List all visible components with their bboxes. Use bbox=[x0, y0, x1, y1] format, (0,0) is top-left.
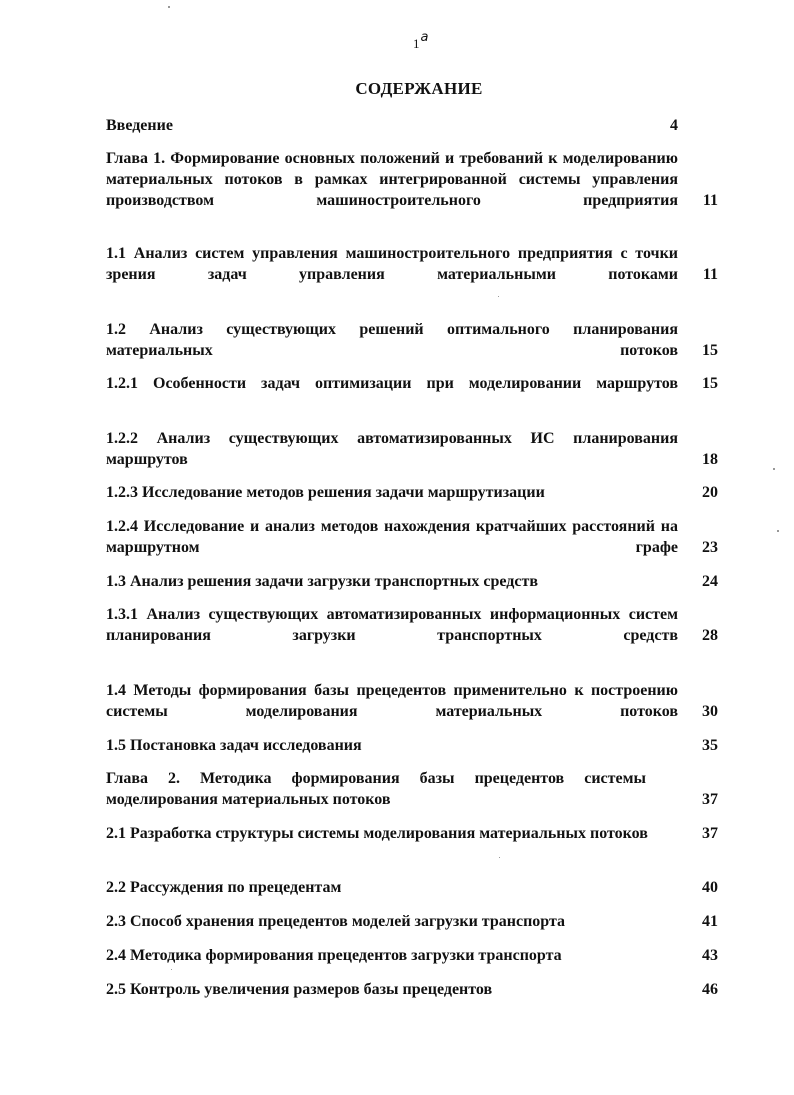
toc-entry-page: 28 bbox=[702, 627, 718, 644]
toc-entry-page: 40 bbox=[702, 879, 718, 896]
toc-entry-page: 35 bbox=[702, 737, 718, 754]
toc-entry-page: 41 bbox=[702, 913, 718, 930]
toc-entry-title: 1.2.1 Особенности задач оптимизации при моделировании маршрутов bbox=[106, 375, 678, 392]
scan-speck bbox=[777, 530, 779, 532]
toc-entry-title: Глава 1. Формирование основных положений и требований к моделированию материальных потоков в рамках интегрированной системы управления производством машиностроительного предприятия bbox=[106, 150, 678, 209]
scan-speck bbox=[498, 296, 499, 297]
toc-entry bbox=[106, 604, 718, 646]
toc-entry-page: 11 bbox=[702, 192, 718, 209]
toc-entry-title: Глава 2. Методика формирования базы прецедентов системы моделирования материальных потоков bbox=[106, 770, 646, 808]
toc-entry-page: 30 bbox=[702, 703, 718, 720]
toc-entry-page: 11 bbox=[702, 266, 718, 283]
toc-entry-title: 2.4 Методика формирования прецедентов загрузки транспорта bbox=[106, 947, 562, 964]
toc-entry-title: 1.4 Методы формирования базы прецедентов применительно к построению системы моделирования материальных потоков bbox=[106, 682, 678, 720]
toc-entry bbox=[106, 428, 718, 470]
toc-entry bbox=[106, 115, 678, 136]
toc-entry-page: 37 bbox=[702, 825, 718, 842]
toc-entry-page: 46 bbox=[702, 981, 718, 998]
page-number bbox=[413, 30, 429, 52]
toc-entry-page: 15 bbox=[702, 342, 718, 359]
toc-entry bbox=[106, 680, 718, 722]
toc-entry-title: 2.1 Разработка структуры системы моделирования материальных потоков bbox=[106, 825, 648, 842]
toc-entry bbox=[106, 911, 718, 932]
toc-entry bbox=[106, 516, 718, 558]
toc-entry bbox=[106, 482, 718, 503]
toc-entry-title: 1.2.3 Исследование методов решения задачи маршрутизации bbox=[106, 484, 545, 501]
toc-entry-title: 1.1 Анализ систем управления машиностроительного предприятия с точки зрения задач управления материальными потоками bbox=[106, 245, 678, 283]
toc-entry-page: 18 bbox=[702, 451, 718, 468]
toc-entry-title: 2.5 Контроль увеличения размеров базы прецедентов bbox=[106, 981, 493, 998]
page-title: СОДЕРЖАНИЕ bbox=[355, 79, 483, 98]
toc-entry-title: 2.2 Рассуждения по прецедентам bbox=[106, 879, 342, 896]
toc-entry-title: 1.5 Постановка задач исследования bbox=[106, 737, 362, 754]
toc-entry bbox=[106, 945, 718, 966]
toc-entry bbox=[106, 735, 718, 756]
page-number-value: 1 bbox=[413, 36, 420, 51]
scan-speck bbox=[499, 857, 500, 858]
toc-entry-title: 1.3 Анализ решения задачи загрузки транспортных средств bbox=[106, 573, 538, 590]
toc-entry-title: 1.2.4 Исследование и анализ методов нахождения кратчайших расстояний на маршрутном графе bbox=[106, 518, 678, 556]
toc-entry bbox=[106, 823, 718, 844]
toc-entry-title: 1.3.1 Анализ существующих автоматизированных информационных систем планирования загрузки транспортных средств bbox=[106, 606, 678, 644]
toc-entry-page: 20 bbox=[702, 484, 718, 501]
toc-entry bbox=[106, 768, 718, 810]
toc-entry bbox=[106, 373, 718, 394]
scan-speck bbox=[171, 969, 172, 970]
toc-entry-page: 43 bbox=[702, 947, 718, 964]
toc-entry-page: 23 bbox=[702, 539, 718, 556]
toc-entry-page: 37 bbox=[702, 791, 718, 808]
toc-entry bbox=[106, 571, 718, 592]
toc-entry-title: 1.2 Анализ существующих решений оптимального планирования материальных потоков bbox=[106, 321, 678, 359]
toc-entry bbox=[106, 148, 718, 211]
toc-entry bbox=[106, 877, 718, 898]
toc-entry-page: 15 bbox=[702, 375, 718, 392]
toc-entry bbox=[106, 243, 718, 285]
toc-entry-title: Введение bbox=[106, 117, 173, 134]
toc-entry-page: 4 bbox=[670, 117, 678, 134]
handwritten-mark: а bbox=[420, 30, 429, 45]
scan-speck bbox=[168, 6, 170, 8]
toc-entry-title: 2.3 Способ хранения прецедентов моделей загрузки транспорта bbox=[106, 913, 566, 930]
toc-entry bbox=[106, 319, 718, 361]
scan-speck bbox=[773, 468, 775, 470]
toc-entry bbox=[106, 979, 718, 1000]
toc-entry-page: 24 bbox=[702, 573, 718, 590]
toc-entry-title: 1.2.2 Анализ существующих автоматизированных ИС планирования маршрутов bbox=[106, 430, 678, 468]
